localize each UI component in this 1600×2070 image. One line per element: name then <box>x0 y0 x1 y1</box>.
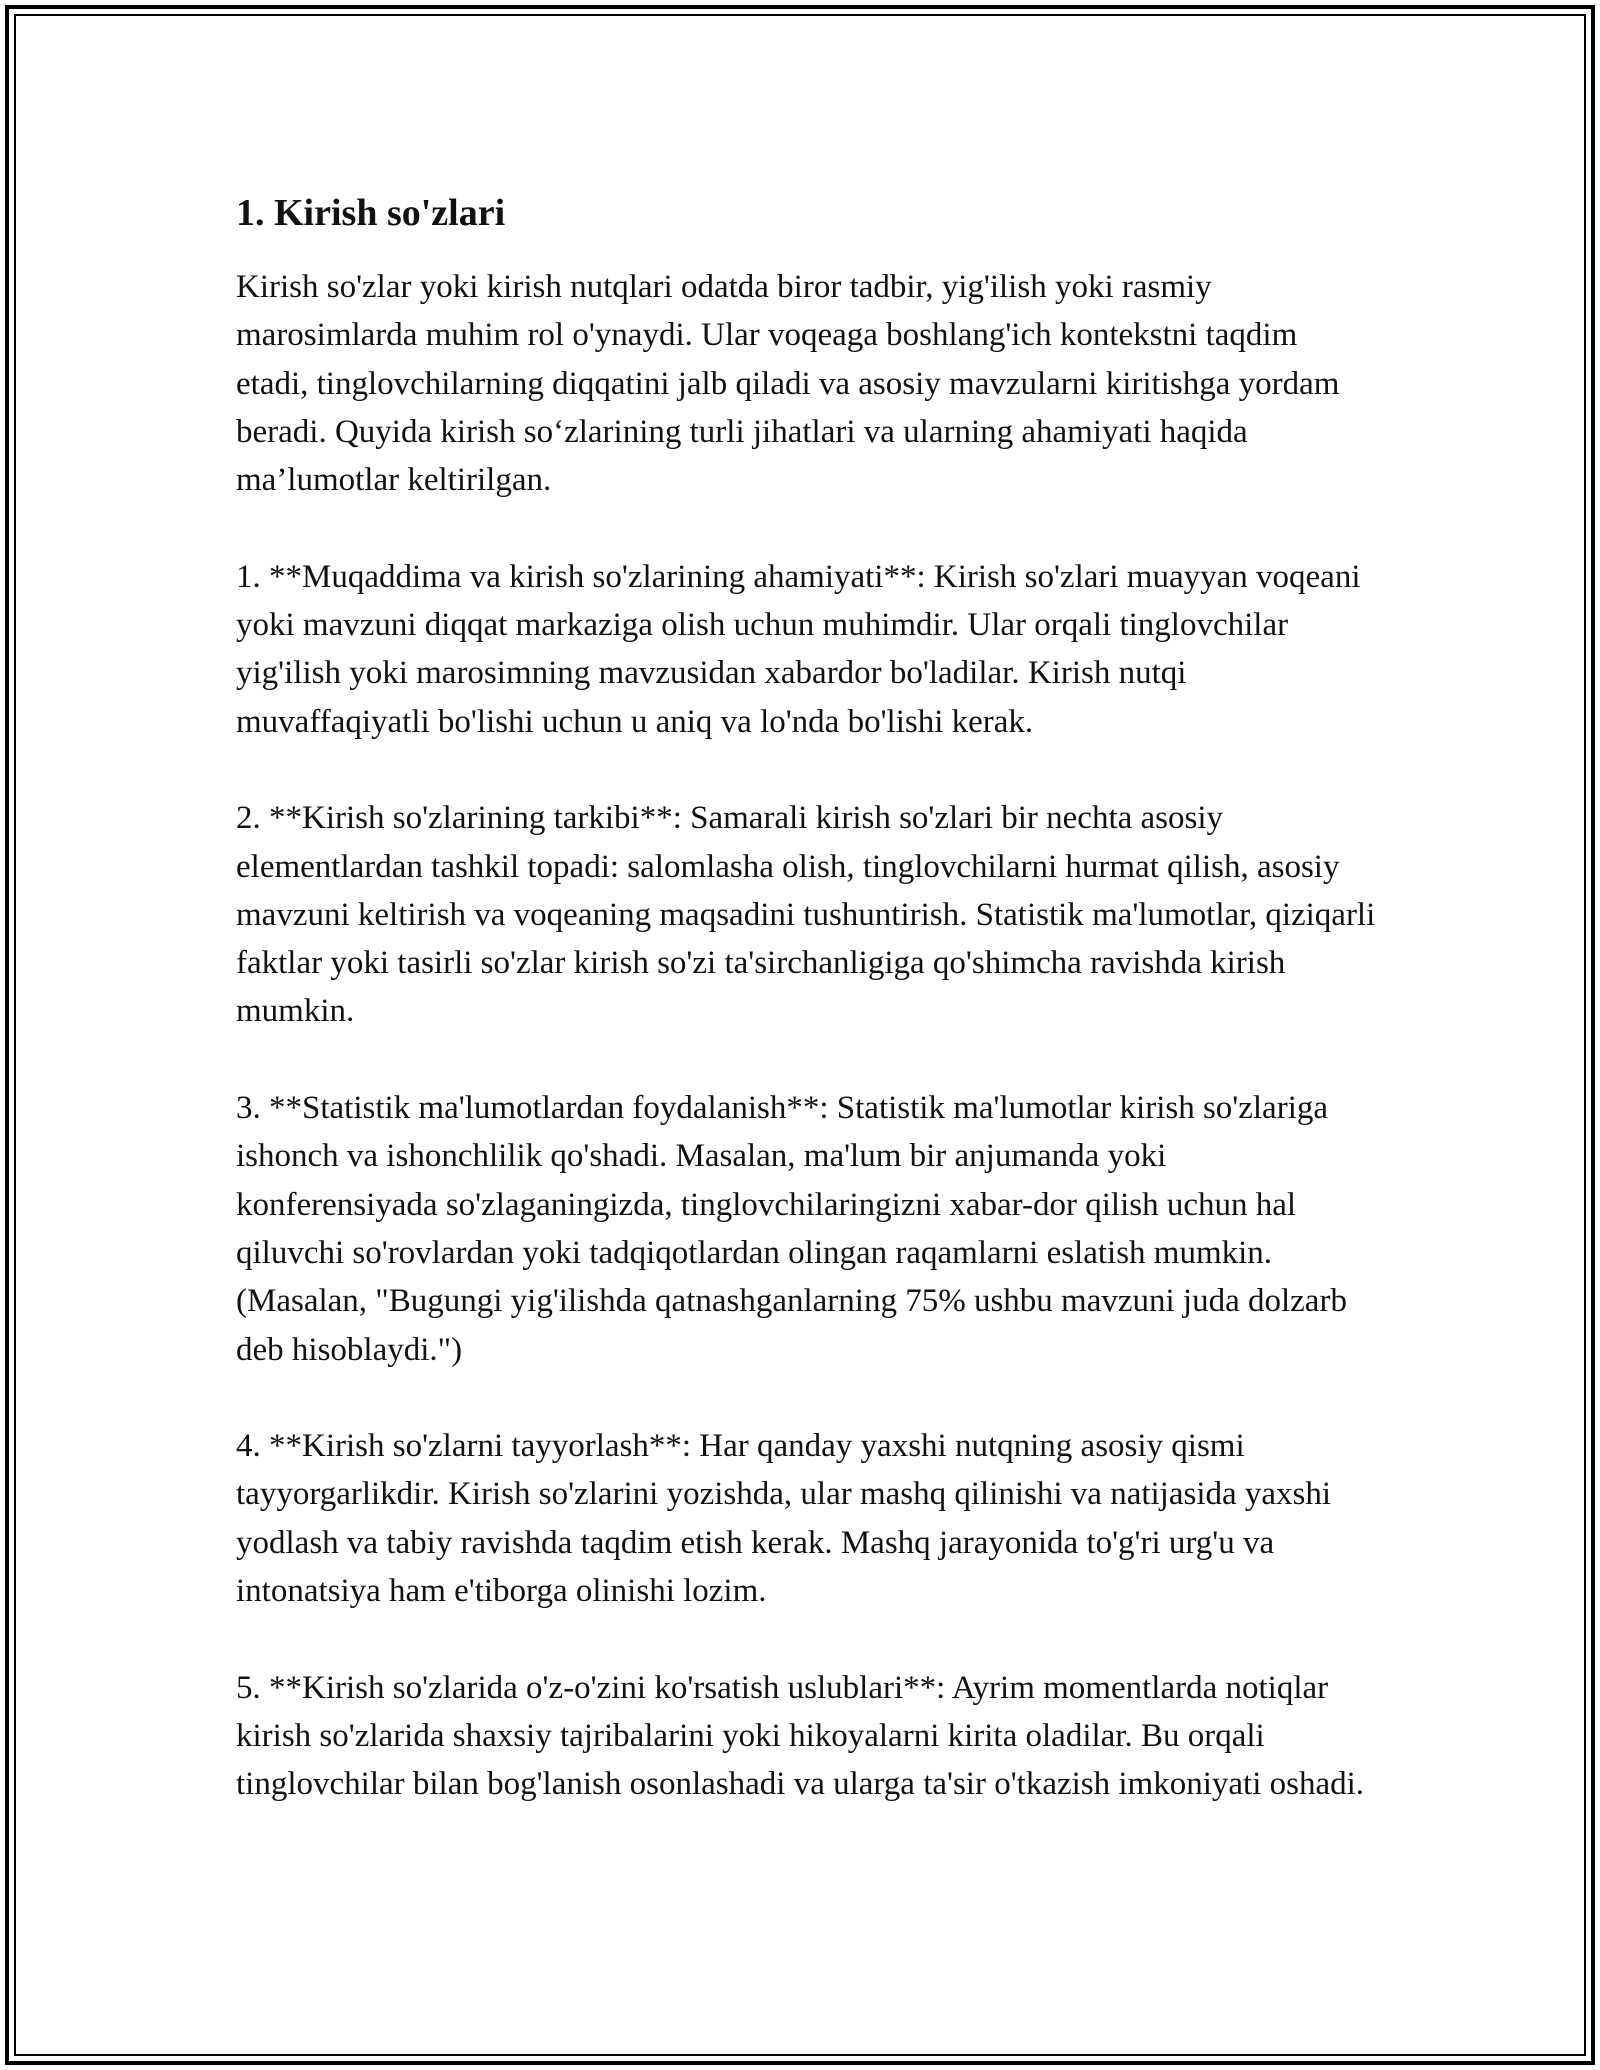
intro-paragraph: Kirish so'zlar yoki kirish nutqlari odatda biror tadbir, yig'ilish yoki rasmiy marosimlarda muhim rol o'ynaydi. Ular voqeaga boshlang'ich kontekstni taqdim etadi, tinglovchilarning diqqatini jalb qiladi va asosiy mavzularni kiritishga yordam beradi. Quyida kirish so‘zlarining turli jihatlari va ularning ahamiyati haqida ma’lumotlar keltirilgan. <box>236 269 1340 499</box>
section-heading: 1. Kirish so'zlari <box>236 192 506 234</box>
list-item: 5. **Kirish so'zlarida o'z-o'zini ko'rsatish uslublari**: Ayrim momentlarda notiqlar kirish so'zlarida shaxsiy tajribalarini yoki hikoyalarni kirita oladilar. Bu orqali tinglovchilar bilan bog'lanish osonlashadi va ularga ta'sir o'tkazish imkoniyati oshadi. <box>236 1669 1365 1803</box>
list-item: 1. **Muqaddima va kirish so'zlarining ahamiyati**: Kirish so'zlari muayyan voqeani yoki mavzuni diqqat markaziga olish uchun muhimdir. Ular orqali tinglovchilar yig'ilish yoki marosimning mavzusidan xabardor bo'ladilar. Kirish nutqi muvaffaqiyatli bo'lishi uchun u aniq va lo'nda bo'lishi kerak. <box>236 558 1361 740</box>
list-item: 4. **Kirish so'zlarni tayyorlash**: Har qanday yaxshi nutqning asosiy qismi tayyorgarlikdir. Kirish so'zlarini yozishda, ular mashq qilinishi va natijasida yaxshi yodlash va tabiy ravishda taqdim etish kerak. Mashq jarayonida to'g'ri urg'u va intonatsiya ham e'tiborga olinishi lozim. <box>236 1428 1332 1610</box>
document-body <box>236 185 1376 1809</box>
list-item: 2. **Kirish so'zlarining tarkibi**: Samarali kirish so'zlari bir nechta asosiy elementlardan tashkil topadi: salomlasha olish, tinglovchilarni hurmat qilish, asosiy mavzuni keltirish va voqeaning maqsadini tushuntirish. Statistik ma'lumotlar, qiziqarli faktlar yoki tasirli so'zlar kirish so'zi ta'sirchanligiga qo'shimcha ravishda kirish mumkin. <box>236 800 1376 1030</box>
list-item: 3. **Statistik ma'lumotlardan foydalanish**: Statistik ma'lumotlar kirish so'zlariga ishonch va ishonchlilik qo'shadi. Masalan, ma'lum bir anjumanda yoki konferensiyada so'zlaganingizda, tinglovchilaringizni xabar-dor qilish uchun hal qiluvchi so'rovlardan yoki tadqiqotlardan olingan raqamlarni eslatish mumkin. (Masalan, "Bugungi yig'ilishda qatnashganlarning 75% ushbu mavzuni juda dolzarb deb hisoblaydi.") <box>236 1090 1347 1368</box>
